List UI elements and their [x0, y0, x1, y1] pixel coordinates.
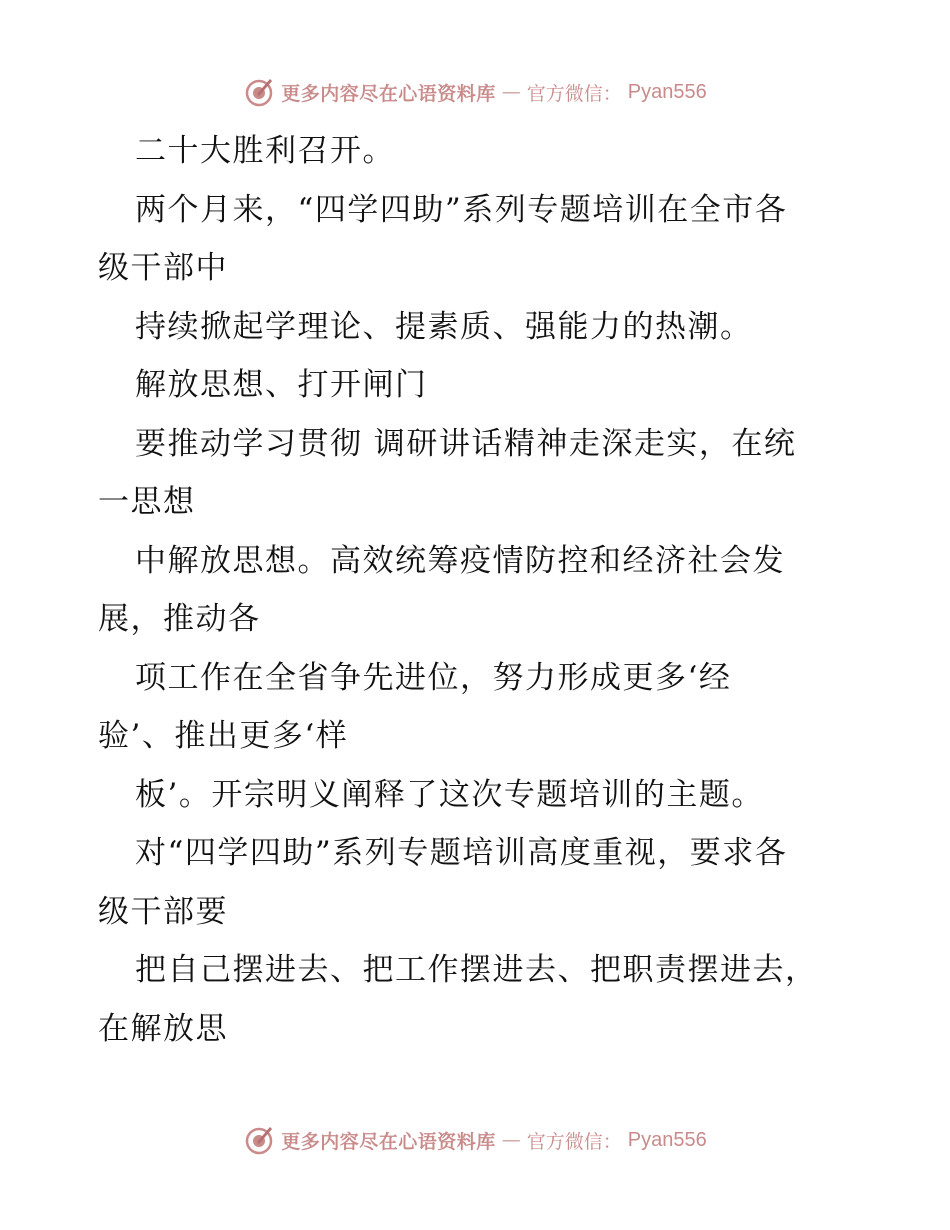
header-watermark — [0, 72, 950, 112]
text-line: 把自己摆进去、把工作摆进去、把职责摆进去， — [135, 952, 818, 988]
watermark-text: 更多内容尽在心语资料库 — [281, 82, 496, 105]
document-body — [98, 122, 868, 1058]
text-line: 在解放思 — [98, 1010, 228, 1047]
watermark-separator: — — [501, 1129, 521, 1151]
text-line: 二十大胜利召开。 — [135, 133, 395, 169]
text-line: 中解放思想。高效统筹疫情防控和经济社会发 — [135, 542, 785, 579]
watermark-separator: — — [501, 81, 521, 103]
watermark-wechat-id: Pyan556 — [627, 1128, 707, 1151]
text-line: 展，推动各 — [98, 601, 261, 637]
text-line: 级干部要 — [98, 893, 228, 930]
watermark-wechat-id: Pyan556 — [627, 80, 707, 103]
quill-logo-icon — [243, 1124, 275, 1156]
text-line: 一思想 — [98, 484, 196, 520]
text-line: 对“四学四助”系列专题培训高度重视，要求各 — [135, 835, 788, 871]
text-line: 项工作在全省争先进位，努力形成更多‘经 — [135, 659, 732, 696]
text-line: 板’。开宗明义阐释了这次专题培训的主题。 — [135, 776, 764, 813]
text-line: 要推动学习贯彻 调研讲话精神走深走实，在统 — [135, 425, 797, 462]
text-line: 持续掀起学理论、提素质、强能力的热潮。 — [135, 308, 753, 345]
text-line: 级干部中 — [98, 250, 228, 286]
text-line: 两个月来，“四学四助”系列专题培训在全市各 — [135, 191, 788, 228]
text-line: 验’、推出更多‘样 — [98, 718, 349, 754]
text-line: 解放思想、打开闸门 — [135, 367, 428, 403]
quill-logo-icon — [243, 76, 275, 108]
watermark-wechat-label: 官方微信： — [526, 82, 622, 105]
footer-watermark — [0, 1120, 950, 1160]
watermark-text: 更多内容尽在心语资料库 — [281, 1130, 496, 1153]
watermark-wechat-label: 官方微信： — [526, 1130, 622, 1153]
